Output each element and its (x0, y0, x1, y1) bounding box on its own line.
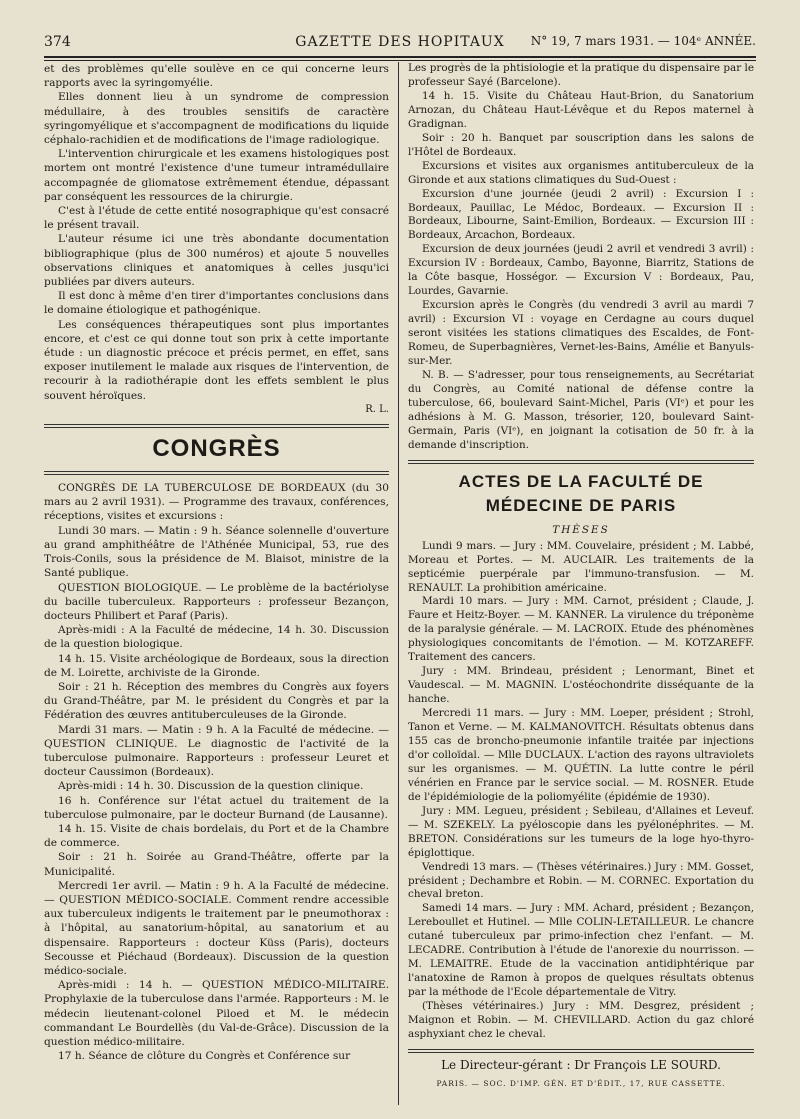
paragraph: Samedi 14 mars. — Jury : MM. Achard, président ; Bezançon, Lereboullet et Hutinel. — Mlle COLIN-LETAILLEUR. Le chancre cutané tuberculeux par primo-infection chez l'enfant. — M. LECADRE. Contribution à l'étude de l'anorexie du nourrisson. — M. LEMAITRE. Etude de la vaccination antidiphtérique par l'anatoxine de Ramon à propos de quelques résultats obtenus par la méthode de l'Ecole départementale de Vitry. (408, 902, 754, 999)
congres-heading: CONGRÈS (152, 435, 281, 463)
intro-article (44, 62, 389, 403)
issue-info: N° 19, 7 mars 1931. — 104ᵉ ANNÉE. (530, 34, 756, 48)
column-divider (398, 62, 399, 1105)
right-column (408, 62, 754, 1091)
section-separator (44, 424, 389, 428)
paragraph: Mercredi 11 mars. — Jury : MM. Loeper, président ; Strohl, Tanon et Verne. — M. KALMANOVITCH. Résultats obtenus dans 155 cas de broncho-pneumonie infantile traitée par injections d'or colloïdal. — Mlle DUCLAUX. L'action des rayons ultraviolets sur les organismes. — M. QUÉTIN. La lutte contre le péril vénérien en France par le service social. — M. ROSNER. Etude de l'épidémiologie de la poliomyélite (épidémie de 1930). (408, 707, 754, 803)
paragraph: CONGRÈS DE LA TUBERCULOSE DE BORDEAUX (du 30 mars au 2 avril 1931). — Programme des travaux, conférences, réceptions, visites et excursions : (44, 482, 389, 523)
left-column (44, 62, 389, 1063)
paragraph: Soir : 21 h. Soirée au Grand-Théâtre, offerte par la Municipalité. (44, 851, 389, 878)
paragraph: (Thèses vétérinaires.) Jury : MM. Desgrez, président ; Maignon et Robin. — M. CHEVILLARD. Action du gaz chloré asphyxiant chez le cheval. (408, 1000, 754, 1040)
paragraph: QUESTION BIOLOGIQUE. — Le problème de la bactériolyse du bacille tuberculeux. Rapporteurs : professeur Bezançon, docteurs Philibert et Paraf (Paris). (44, 581, 389, 622)
paragraph: Soir : 20 h. Banquet par souscription dans les salons de l'Hôtel de Bordeaux. (408, 131, 754, 158)
theses-heading: THÈSES (552, 523, 610, 536)
congres-article (44, 481, 389, 1063)
paragraph: C'est à l'étude de cette entité nosographique qu'est consacré le présent travail. (44, 205, 389, 232)
paragraph: Excursions et visites aux organismes antituberculeux de la Gironde et aux stations climatiques du Sud-Ouest : (408, 159, 754, 186)
paragraph: Les progrès de la phtisiologie et la pratique du dispensaire par le professeur Sayé (Barcelone). (408, 62, 754, 88)
paragraph: Jury : MM. Legueu, président ; Sebileau, d'Allaines et Leveuf. — M. SZEKELY. La pyéloscopie dans les pyélonéphrites. — M. BRETON. Considérations sur les tumeurs de la loge hyo-thyro-épiglottique. (408, 804, 754, 859)
section-separator (44, 471, 389, 475)
section-separator (408, 460, 754, 464)
page-header (44, 30, 756, 54)
page-number: 374 (44, 34, 71, 50)
paragraph: Jury : MM. Brindeau, président ; Lenormant, Binet et Vaudescal. — M. MAGNIN. L'ostéochondrite disséquante de la hanche. (408, 665, 754, 706)
paragraph: L'auteur résume ici une très abondante documentation bibliographique (plus de 300 numéros) et ajoute 5 nouvelles observations cliniques et anatomiques à celles jusqu'ici publiées par divers auteurs. (44, 233, 389, 289)
paragraph: 14 h. 15. Visite du Château Haut-Brion, du Sanatorium Arnozan, du Château Haut-Lévêque et du Repos maternel à Gradignan. (408, 89, 754, 130)
paragraph: Soir : 21 h. Réception des membres du Congrès aux foyers du Grand-Théâtre, par M. le président du Congrès et par la Fédération des œuvres antituberculeuses de la Gironde. (44, 680, 389, 722)
paragraph: 17 h. Séance de clôture du Congrès et Conférence sur (58, 1050, 351, 1063)
paragraph: Après-midi : 14 h. 30. Discussion de la question clinique. (58, 780, 364, 793)
paragraph: Mardi 31 mars. — Matin : 9 h. A la Faculté de médecine. — QUESTION CLINIQUE. Le diagnostic de l'activité de la tuberculose pulmonaire. Rapporteurs : professeur Leuret et docteur Caussimon (Bordeaux). (44, 723, 389, 779)
faculte-heading: ACTES DE LA FACULTÉ DE MÉDECINE DE PARIS (458, 471, 704, 515)
paragraph: Les conséquences thérapeutiques sont plus importantes encore, et c'est ce qui donne tout son prix à cette importante étude : un diagnostic précoce et précis permet, en effet, sans exposer inutilement le malade aux risques de l'intervention, de recourir à la radiothérapie dont les effets semblent le plus souvent héroïques. (44, 318, 389, 402)
paragraph: L'intervention chirurgicale et les examens histologiques post mortem ont montré l'existence d'une tumeur intramédullaire accompagnée de gliomatose extrêmement étendue, dépassant par conséquent les ressources de la chirurgie. (44, 148, 389, 203)
director-line: Le Directeur-gérant : Dr François LE SOURD. (441, 1057, 721, 1072)
paragraph: 14 h. 15. Visite de chais bordelais, du Port et de la Chambre de commerce. (44, 822, 389, 850)
section-separator (408, 1049, 754, 1053)
paragraph: Elles donnent lieu à un syndrome de compression médullaire, à des troubles sensitifs de caractère syringomyélique et s'accompagnent de modifications du liquide céphalo-rachidien et de modifications de l'image radiologique. (44, 91, 389, 147)
paragraph: Il est donc à même d'en tirer d'importantes conclusions dans le domaine étiologique et pathogénique. (44, 290, 389, 317)
paragraph: Excursion d'une journée (jeudi 2 avril) : Excursion I : Bordeaux, Pauillac, Le Médoc, Bordeaux. — Excursion II : Bordeaux, Libourne, Saint-Emilion, Bordeaux. — Excursion III : Bordeaux, Arcachon, Bordeaux. (408, 187, 754, 242)
header-rule (44, 56, 756, 61)
paragraph: Mardi 10 mars. — Jury : MM. Carnot, président ; Claude, J. Faure et Heitz-Boyer. — M. KANNER. La virulence du tréponème de la paralysie générale. — M. LACROIX. Etude des phénomènes physiologiques concomitants de l'émotion. — M. KOTZAREFF. Traitement des cancers. (408, 595, 754, 664)
article-signature: R. L. (365, 403, 389, 415)
paragraph: 16 h. Conférence sur l'état actuel du traitement de la tuberculose pulmonaire, par le docteur Burnand (de Lausanne). (44, 794, 389, 821)
paragraph: Lundi 30 mars. — Matin : 9 h. Séance solennelle d'ouverture au grand amphithéâtre de l'Athénée Municipal, 53, rue des Trois-Conils, sous la présidence de M. Blaisot, ministre de la Santé publique. (44, 524, 389, 580)
printer-imprint: PARIS. — SOC. D'IMP. GÉN. ET D'ÉDIT., 17, RUE CASSETTE. (436, 1078, 726, 1088)
paragraph: Lundi 9 mars. — Jury : MM. Couvelaire, président ; M. Labbé, Moreau et Portes. — M. AUCLAIR. Les traitements de la septicémie puerpérale par l'immuno-transfusion. — M. RENAULT. La prohibition américaine. (408, 539, 754, 594)
paragraph: 14 h. 15. Visite archéologique de Bordeaux, sous la direction de M. Loirette, archiviste de la Gironde. (44, 652, 389, 679)
journal-title: GAZETTE DES HOPITAUX (295, 34, 505, 50)
theses-article (408, 540, 754, 1042)
paragraph: Vendredi 13 mars. — (Thèses vétérinaires.) Jury : MM. Gosset, président ; Dechambre et Robin. — M. CORNEC. Exportation du cheval breton. (408, 860, 754, 901)
paragraph: Excursion de deux journées (jeudi 2 avril et vendredi 3 avril) : Excursion IV : Bordeaux, Cambo, Bayonne, Biarritz, Stations de la Côte basque, Hosségor. — Excursion V : Bordeaux, Pau, Lourdes, Gavarnie. (408, 243, 754, 298)
congres-continued (408, 62, 754, 453)
paragraph: et des problèmes qu'elle soulève en ce qui concerne leurs rapports avec la syringomyélie. (44, 63, 389, 90)
paragraph: Excursion après le Congrès (du vendredi 3 avril au mardi 7 avril) : Excursion VI : voyage en Cerdagne au cours duquel seront visitées les stations climatiques des Escaldes, de Font-Romeu, de Superbagnières, Vernet-les-Bains, Amélie et Banyuls-sur-Mer. (408, 299, 754, 368)
paragraph: Après-midi : 14 h. — QUESTION MÉDICO-MILITAIRE. Prophylaxie de la tuberculose dans l'armée. Rapporteurs : M. le médecin lieutenant-colonel Piloed et M. le médecin commandant Le Bourdellès (du Val-de-Grâce). Discussion de la question médico-militaire. (44, 979, 389, 1048)
paragraph: N. B. — S'adresser, pour tous renseignements, au Secrétariat du Congrès, au Comité national de défense contre la tuberculose, 66, boulevard Saint-Michel, Paris (VIᵉ) et pour les adhésions à M. G. Masson, trésorier, 120, boulevard Saint-Germain, Paris (VIᵉ), en joignant la cotisation de 50 fr. à la demande d'inscription. (408, 368, 754, 451)
paragraph: Après-midi : A la Faculté de médecine, 14 h. 30. Discussion de la question biologique. (44, 624, 389, 651)
paragraph: Mercredi 1er avril. — Matin : 9 h. A la Faculté de médecine. — QUESTION MÉDICO-SOCIALE. Comment rendre accessible aux tuberculeux indigents le traitement par le pneumothorax : à l'hôpital, au sanatorium-hôpital, au sanatorium et au dispensaire. Rapporteurs : docteur Küss (Paris), docteurs Secousse et Piéchaud (Bordeaux). Discussion de la question médico-sociale. (44, 879, 389, 977)
